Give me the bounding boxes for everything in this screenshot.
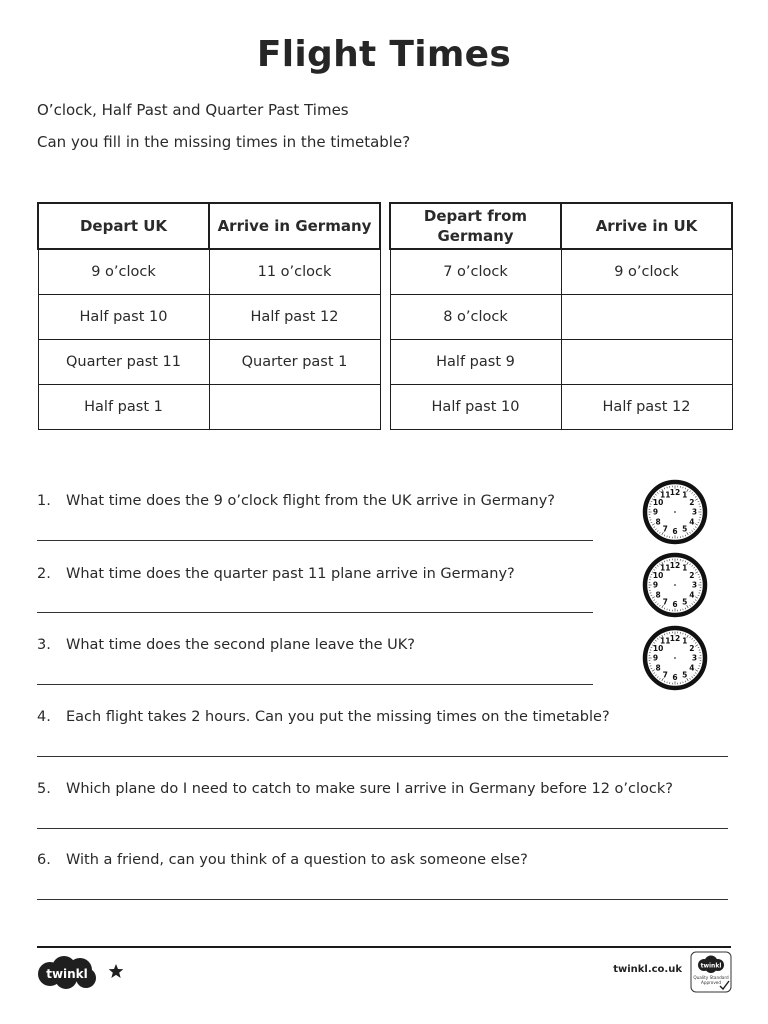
table-cell: 7 o’clock [390, 249, 561, 295]
clock-number: 10 [652, 643, 664, 653]
clock-face-icon[interactable] [642, 625, 708, 691]
clock-number: 9 [652, 580, 659, 590]
clock-number: 11 [660, 490, 671, 500]
question-4 [37, 709, 610, 725]
question-text: What time does the 9 o’clock flight from the UK arrive in Germany? [66, 493, 556, 509]
answer-line-5[interactable] [37, 828, 728, 829]
table-header: Depart from Germany [390, 203, 561, 249]
twinkl-logo [36, 954, 98, 990]
question-6 [37, 852, 528, 868]
clock-number: 8 [655, 517, 661, 527]
question-number: 2. [37, 566, 51, 582]
question-number: 6. [37, 852, 51, 868]
clock-number: 4 [689, 590, 695, 600]
timetable-uk-to-germany [37, 202, 381, 430]
question-number: 1. [37, 493, 51, 509]
answer-line-1[interactable] [37, 540, 593, 541]
clock-number: 12 [669, 561, 681, 571]
clock-number: 4 [689, 517, 695, 527]
question-number: 3. [37, 637, 51, 653]
answer-line-3[interactable] [37, 684, 593, 685]
table-row [390, 340, 732, 385]
answer-line-4[interactable] [37, 756, 728, 757]
clock-number: 7 [662, 597, 668, 607]
table-cell-blank[interactable] [561, 340, 732, 385]
question-2 [37, 566, 515, 582]
answer-line-2[interactable] [37, 612, 593, 613]
table-cell: Half past 12 [561, 385, 732, 430]
worksheet-title: Flight Times [256, 34, 512, 75]
question-number: 4. [37, 709, 51, 725]
clock-number: 6 [672, 600, 678, 610]
clock-number: 6 [672, 673, 678, 683]
table-cell: 9 o’clock [561, 249, 732, 295]
logo-text: twinkl [46, 967, 88, 981]
clock-number: 3 [691, 580, 698, 590]
question-5 [37, 781, 673, 797]
clock-number: 8 [655, 663, 661, 673]
clock-number: 6 [672, 527, 678, 537]
clock-number: 12 [669, 488, 681, 498]
table-cell: 11 o’clock [209, 249, 380, 295]
table-cell-blank[interactable] [561, 295, 732, 340]
clock-number: 5 [682, 524, 688, 534]
table-cell: Quarter past 1 [209, 340, 380, 385]
clock-face-icon[interactable] [642, 479, 708, 545]
clock-number: 2 [689, 570, 695, 580]
question-number: 5. [37, 781, 51, 797]
clock-number: 5 [682, 597, 688, 607]
table-row [38, 385, 380, 430]
table-row [38, 249, 380, 295]
table-cell: Half past 10 [390, 385, 561, 430]
table-row [390, 385, 732, 430]
table-header: Arrive in UK [561, 203, 732, 249]
clock-center [674, 584, 676, 586]
answer-line-6[interactable] [37, 899, 728, 900]
clock-number: 9 [652, 507, 659, 517]
table-cell: Half past 9 [390, 340, 561, 385]
clock-number: 1 [682, 636, 688, 646]
clock-number: 9 [652, 653, 659, 663]
clock-number: 10 [652, 497, 664, 507]
clock-number: 10 [652, 570, 664, 580]
clock-number: 8 [655, 590, 661, 600]
question-text: What time does the second plane leave the UK? [66, 637, 415, 653]
table-cell: 8 o’clock [390, 295, 561, 340]
worksheet-subtitle: O’clock, Half Past and Quarter Past Times [37, 101, 349, 119]
badge-brand: twinkl [700, 962, 722, 970]
clock-number: 1 [682, 490, 688, 500]
timetable-germany-to-uk [389, 202, 733, 430]
badge-text: Quality Standard Approved [693, 975, 729, 985]
table-cell-blank[interactable] [209, 385, 380, 430]
table-row [390, 295, 732, 340]
clock-number: 5 [682, 670, 688, 680]
clock-number: 3 [691, 653, 698, 663]
worksheet-instruction: Can you fill in the missing times in the timetable? [37, 133, 411, 151]
question-text: With a friend, can you think of a question to ask someone else? [66, 852, 528, 868]
question-1 [37, 493, 555, 509]
quality-badge [690, 951, 732, 993]
clock-number: 11 [660, 563, 671, 573]
clock-number: 1 [682, 563, 688, 573]
table-cell: 9 o’clock [38, 249, 209, 295]
table-header: Depart UK [38, 203, 209, 249]
question-text: Each flight takes 2 hours. Can you put the missing times on the timetable? [66, 709, 610, 725]
clock-number: 12 [669, 634, 681, 644]
star-icon [108, 963, 124, 979]
clock-center [674, 657, 676, 659]
clock-number: 2 [689, 497, 695, 507]
table-row [38, 340, 380, 385]
table-cell: Half past 1 [38, 385, 209, 430]
clock-face-icon[interactable] [642, 552, 708, 618]
table-cell: Half past 12 [209, 295, 380, 340]
clock-number: 7 [662, 670, 668, 680]
table-row [390, 249, 732, 295]
table-cell: Half past 10 [38, 295, 209, 340]
table-header: Arrive in Germany [209, 203, 380, 249]
clock-number: 7 [662, 524, 668, 534]
question-text: Which plane do I need to catch to make sure I arrive in Germany before 12 o’clock? [66, 781, 673, 797]
clock-number: 4 [689, 663, 695, 673]
clock-center [674, 511, 676, 513]
table-cell: Quarter past 11 [38, 340, 209, 385]
question-3 [37, 637, 415, 653]
clock-number: 3 [691, 507, 698, 517]
clock-number: 11 [660, 636, 671, 646]
clock-number: 2 [689, 643, 695, 653]
footer-rule [37, 946, 731, 948]
table-row [38, 295, 380, 340]
question-text: What time does the quarter past 11 plane arrive in Germany? [66, 566, 515, 582]
website-url: twinkl.co.uk [613, 964, 682, 975]
